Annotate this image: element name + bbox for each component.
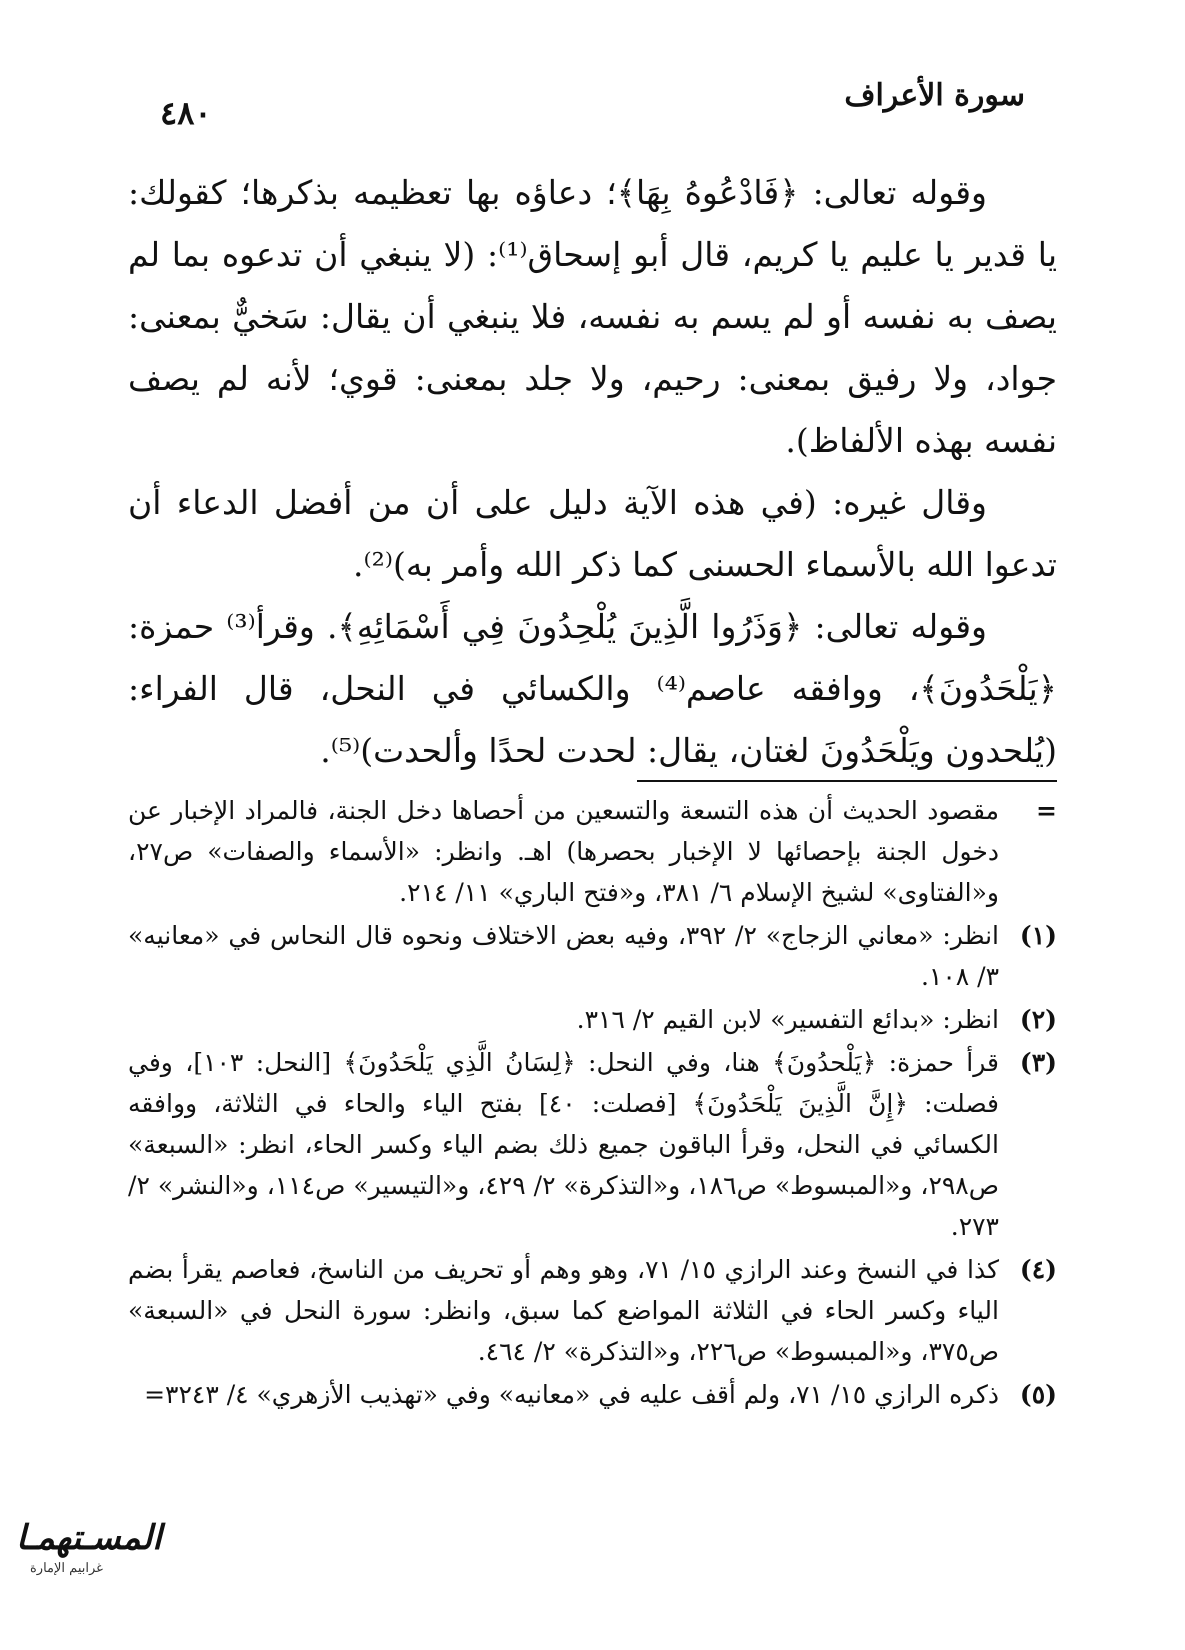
main-text — [128, 162, 1057, 782]
surah-title: سورة الأعراف — [844, 78, 1025, 113]
footnote-marker: (١) — [1019, 921, 1057, 950]
footnote-3 — [128, 1042, 1057, 1247]
footnote-separator — [637, 780, 1057, 782]
footnote-marker: (٤) — [1019, 1255, 1057, 1284]
footnote-text: مقصود الحديث أن هذه التسعة والتسعين من أحصاها دخل الجنة، فالمراد الإخبار عن دخول الجنة بإحصائها لا الإخبار بحصرها) اهـ. وانظر: «الأسماء والصفات» ص٢٧، و«الفتاوى» لشيخ الإسلام ٦/ ٣٨١، و«فتح الباري» ١١/ ٢١٤. — [128, 796, 999, 907]
page-header — [160, 78, 1025, 138]
footnote-marker: (٥) — [1019, 1380, 1057, 1409]
footnote-text: انظر: «معاني الزجاج» ٢/ ٣٩٢، وفيه بعض الاختلاف ونحوه قال النحاس في «معانيه» ٣/ ١٠٨. — [128, 921, 999, 991]
paragraph-3: وقوله تعالى: ﴿وَذَرُوا الَّذِينَ يُلْحِدُونَ فِي أَسْمَائِهِ﴾. وقرأ⁽³⁾ حمزة: ﴿يَلْحَدُونَ﴾، ووافقه عاصم⁽⁴⁾ والكسائي في النحل، قال الفراء: (يُلحدون ويَلْحَدُونَ لغتان، يقال: لحدت لحدًا وألحدت)⁽⁵⁾. — [128, 607, 1057, 770]
footnote-continued — [128, 790, 1057, 913]
stamp-text: المسـتهمـا — [16, 1518, 162, 1558]
stamp-subtext: غرابيم الإمارة — [30, 1561, 103, 1576]
footnote-marker: (٣) — [1019, 1048, 1057, 1077]
footnotes — [128, 790, 1057, 1417]
footnote-text: انظر: «بدائع التفسير» لابن القيم ٢/ ٣١٦. — [576, 1005, 999, 1034]
footnote-2 — [128, 999, 1057, 1040]
footnote-marker: (٢) — [1019, 1005, 1057, 1034]
footnote-marker: = — [1036, 796, 1057, 825]
page-number: ٤٨٠ — [160, 94, 212, 132]
footnote-5 — [128, 1374, 1057, 1415]
footnote-4 — [128, 1249, 1057, 1372]
footnote-text: كذا في النسخ وعند الرازي ١٥/ ٧١، وهو وهم أو تحريف من الناسخ، فعاصم يقرأ بضم الياء وكسر الحاء في الثلاثة المواضع كما سبق، وانظر: سورة النحل في «السبعة» ص٣٧٥، و«المبسوط» ص٢٢٦، و«التذكرة» ٢/ ٤٦٤. — [128, 1255, 999, 1366]
footnote-text: قرأ حمزة: ﴿يَلْحدُونَ﴾ هنا، وفي النحل: ﴿لِسَانُ الَّذِي يَلْحَدُونَ﴾ [النحل: ١٠٣]، وفي فصلت: ﴿إِنَّ الَّذِينَ يَلْحَدُونَ﴾ [فصلت: ٤٠] بفتح الياء والحاء في الثلاثة، ووافقه الكسائي في النحل، وقرأ الباقون جميع ذلك بضم الياء وكسر الحاء، انظر: «السبعة» ص٢٩٨، و«المبسوط» ص١٨٦، و«التذكرة» ٢/ ٤٢٩، و«التيسير» ص١١٤، و«النشر» ٢/ ٢٧٣. — [128, 1048, 999, 1241]
footnote-text: ذكره الرازي ١٥/ ٧١، ولم أقف عليه في «معانيه» وفي «تهذيب الأزهري» ٤/ ٣٢٤٣= — [144, 1380, 999, 1409]
paragraph-1: وقوله تعالى: ﴿فَادْعُوهُ بِهَا﴾؛ دعاؤه بها تعظيمه بذكرها؛ كقولك: يا قدير يا عليم يا كريم، قال أبو إسحاق⁽¹⁾: (لا ينبغي أن تدعوه بما لم يصف به نفسه أو لم يسم به نفسه، فلا ينبغي أن يقال: سَخيٌّ بمعنى: جواد، ولا رفيق بمعنى: رحيم، ولا جلد بمعنى: قوي؛ لأنه لم يصف نفسه بهذه الألفاظ). — [128, 173, 1058, 460]
paragraph-2: وقال غيره: (في هذه الآية دليل على أن من أفضل الدعاء أن تدعوا الله بالأسماء الحسنى كما ذكر الله وأمر به)⁽²⁾. — [128, 483, 1057, 584]
footnote-1 — [128, 915, 1057, 997]
